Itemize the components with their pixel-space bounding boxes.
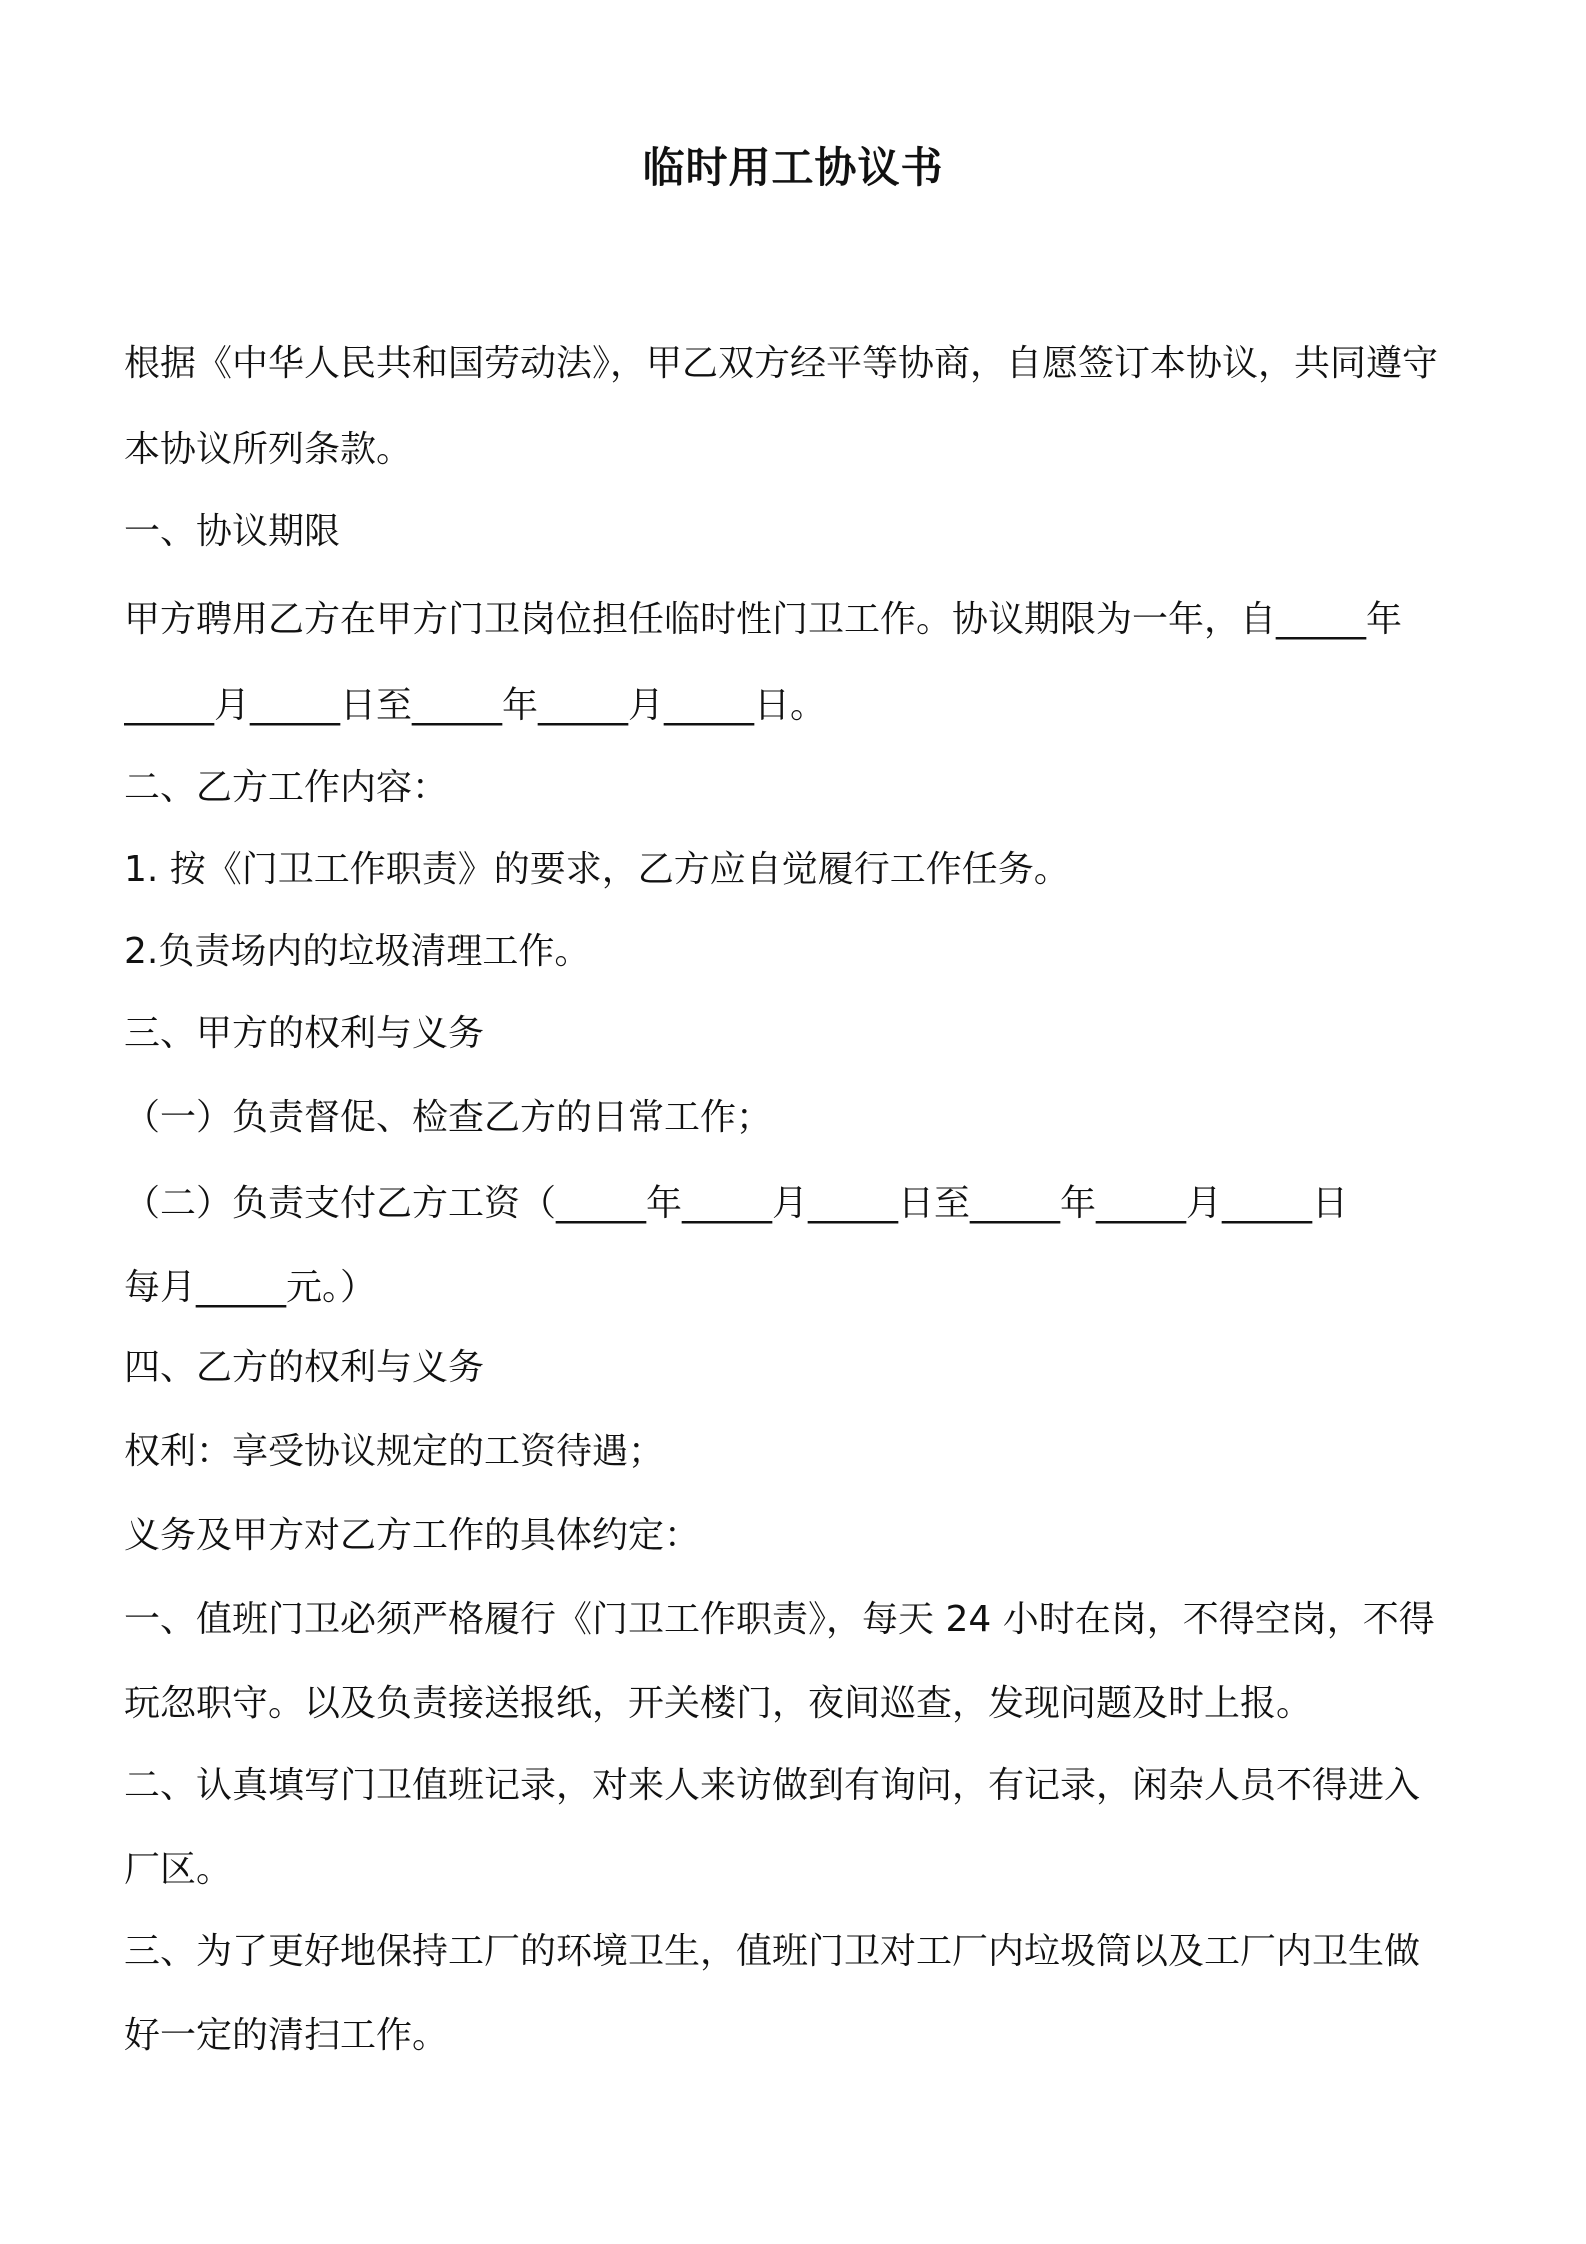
party-a-item-2-line-2: 每月_____元。） bbox=[124, 1267, 377, 1308]
obligation-3-line-2: 好一定的清扫工作。 bbox=[124, 2015, 449, 2056]
term-line-2: _____月_____日至_____年_____月_____日。 bbox=[124, 685, 826, 726]
section-heading-term: 一、协议期限 bbox=[124, 511, 341, 552]
obligation-1-line-2: 玩忽职守。以及负责接送报纸，开关楼门，夜间巡查，发现问题及时上报。 bbox=[124, 1683, 1313, 1724]
party-b-obligations-intro: 义务及甲方对乙方工作的具体约定： bbox=[124, 1515, 701, 1556]
obligation-2-line-2: 厂区。 bbox=[124, 1849, 233, 1890]
duty-item-2: 2.负责场内的垃圾清理工作。 bbox=[124, 931, 591, 972]
party-a-item-2-line-1: （二）负责支付乙方工资（_____年_____月_____日至_____年_____月_____日 bbox=[124, 1183, 1349, 1224]
obligation-2-line-1: 二、认真填写门卫值班记录，对来人来访做到有询问，有记录，闲杂人员不得进入 bbox=[124, 1765, 1421, 1806]
duty-item-1: 1. 按《门卫工作职责》的要求，乙方应自觉履行工作任务。 bbox=[124, 849, 1070, 890]
section-heading-party-a: 三、甲方的权利与义务 bbox=[124, 1013, 485, 1054]
document-title: 临时用工协议书 bbox=[642, 143, 944, 192]
party-b-rights: 权利：享受协议规定的工资待遇； bbox=[124, 1431, 665, 1472]
section-heading-party-b: 四、乙方的权利与义务 bbox=[124, 1347, 485, 1388]
preamble-line-1: 根据《中华人民共和国劳动法》，甲乙双方经平等协商，自愿签订本协议，共同遵守 bbox=[124, 343, 1439, 384]
term-line-1: 甲方聘用乙方在甲方门卫岗位担任临时性门卫工作。协议期限为一年，自_____年 bbox=[124, 599, 1403, 640]
obligation-3-line-1: 三、为了更好地保持工厂的环境卫生，值班门卫对工厂内垃圾筒以及工厂内卫生做 bbox=[124, 1931, 1421, 1972]
section-heading-duties: 二、乙方工作内容： bbox=[124, 767, 449, 808]
preamble-line-2: 本协议所列条款。 bbox=[124, 429, 413, 470]
party-a-item-1: （一）负责督促、检查乙方的日常工作； bbox=[124, 1097, 773, 1138]
obligation-1-line-1: 一、值班门卫必须严格履行《门卫工作职责》，每天 24 小时在岗，不得空岗，不得 bbox=[124, 1599, 1435, 1640]
